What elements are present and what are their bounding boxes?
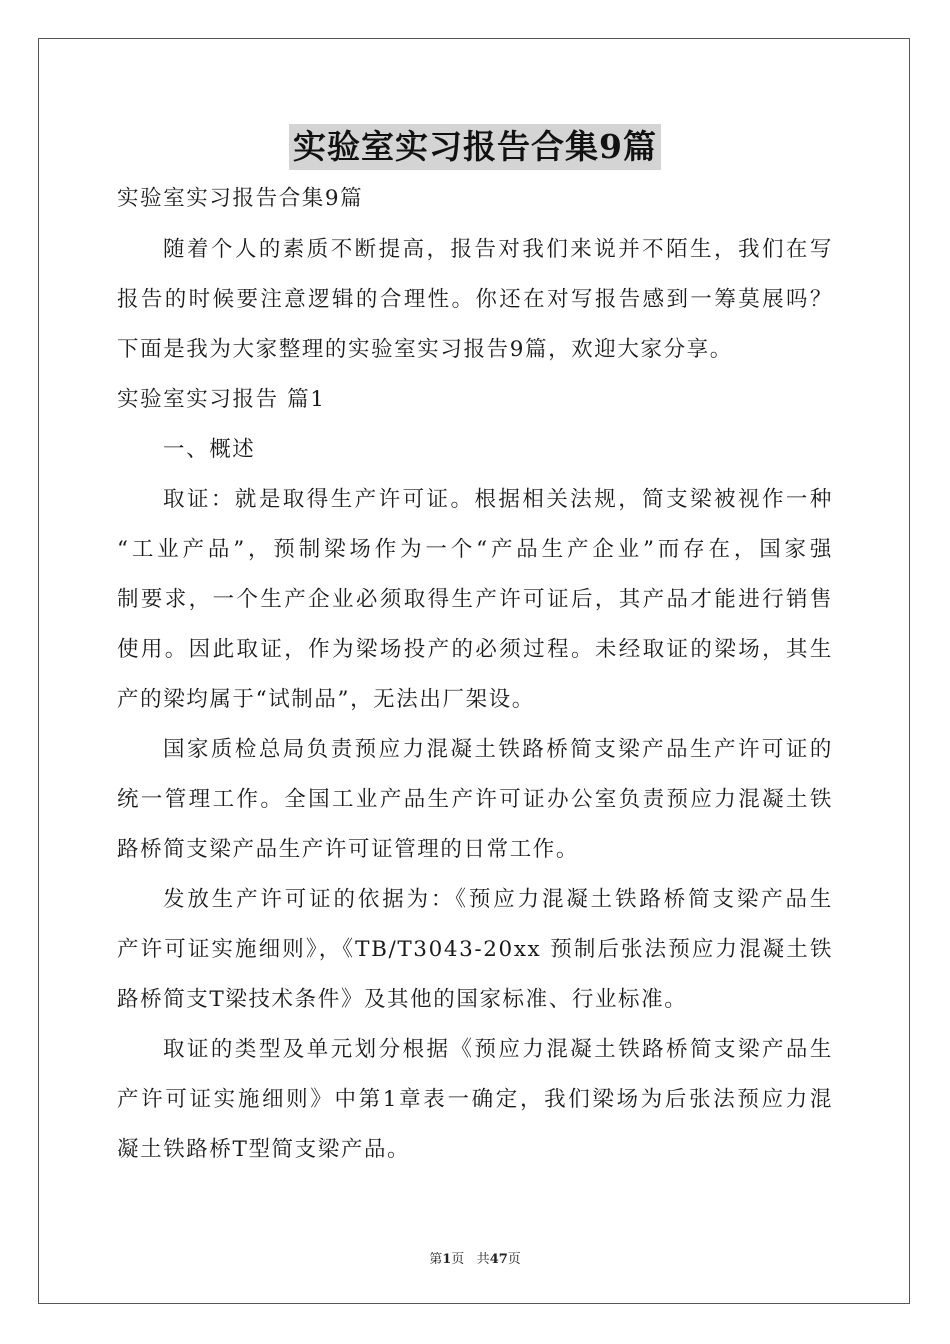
body-line: 凝土铁路桥T型简支梁产品。 (117, 1137, 411, 1162)
footer-total-unit: 页 (507, 1252, 521, 1267)
body-line: 产许可证实施细则》，《TB/T3043-20xx 预制后张法预应力混凝土铁 (117, 937, 833, 962)
body-line: 产许可证实施细则》中第1章表一确定，我们梁场为后张法预应力混 (117, 1087, 833, 1112)
body-line: 制要求，一个生产企业必须取得生产许可证后，其产品才能进行销售 (117, 587, 833, 612)
footer-page-unit: 页 (451, 1252, 465, 1267)
body-line: 发放生产许可证的依据为：《预应力混凝土铁路桥简支梁产品生 (163, 887, 833, 912)
footer-page-prefix: 第 (429, 1252, 443, 1267)
body-line: 路桥简支T梁技术条件》及其他的国家标准、行业标准。 (117, 987, 688, 1012)
body-line: 随着个人的素质不断提高，报告对我们来说并不陌生，我们在写 (163, 237, 833, 262)
body-line: 产的梁均属于“试制品”，无法出厂架设。 (117, 687, 535, 712)
footer-page-number: 1 (442, 1252, 452, 1267)
body-line: 使用。因此取证，作为梁场投产的必须过程。未经取证的梁场，其生 (117, 637, 833, 662)
body-line: 统一管理工作。全国工业产品生产许可证办公室负责预应力混凝土铁 (117, 787, 833, 812)
body-line: 实验室实习报告 篇1 (117, 387, 326, 412)
body-line: 取证：就是取得生产许可证。根据相关法规，简支梁被视作一种 (163, 487, 833, 512)
footer-total-prefix: 共 (476, 1252, 490, 1267)
title-container (0, 124, 950, 170)
body-line: 报告的时候要注意逻辑的合理性。你还在对写报告感到一筹莫展吗？ (117, 287, 833, 312)
body-line: 一、概述 (163, 437, 256, 462)
body-line: 国家质检总局负责预应力混凝土铁路桥简支梁产品生产许可证的 (163, 737, 833, 762)
body-line: 取证的类型及单元划分根据《预应力混凝土铁路桥简支梁产品生 (163, 1037, 833, 1062)
page-footer (0, 1248, 950, 1267)
document-subtitle: 实验室实习报告合集9篇 (117, 186, 364, 211)
body-line: 路桥简支梁产品生产许可证管理的日常工作。 (117, 837, 580, 862)
document-title: 实验室实习报告合集9篇 (289, 124, 661, 170)
body-line: “工业产品”，预制梁场作为一个“产品生产企业”而存在，国家强 (117, 537, 833, 562)
body-line: 下面是我为大家整理的实验室实习报告9篇，欢迎大家分享。 (117, 337, 733, 362)
footer-total-pages: 47 (489, 1252, 508, 1267)
